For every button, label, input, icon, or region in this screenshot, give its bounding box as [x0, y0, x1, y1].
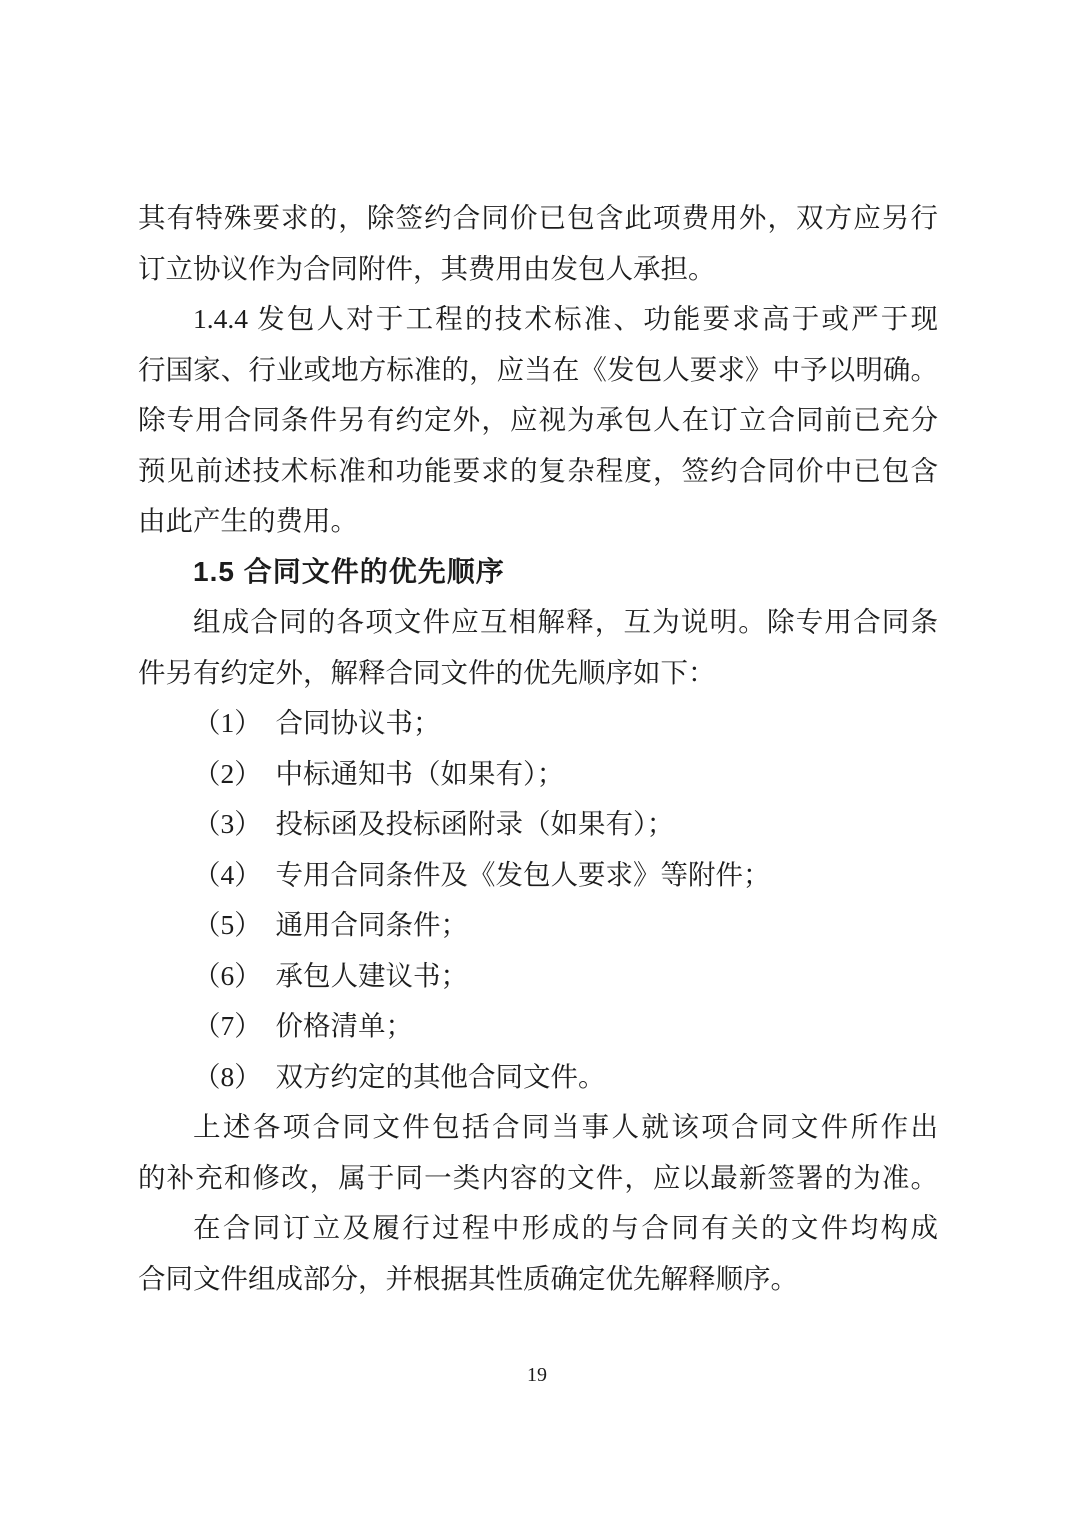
- priority-list-item-3: （3） 投标函及投标函附录（如果有）；: [193, 808, 675, 839]
- priority-list-item-5: （5） 通用合同条件；: [193, 909, 468, 940]
- document-body: [138, 193, 938, 1304]
- priority-list-item-7: （7） 价格清单；: [193, 1010, 413, 1041]
- paragraph-line: 订立协议作为合同附件，其费用由发包人承担。: [138, 252, 716, 284]
- paragraph-line: 除专用合同条件另有约定外，应视为承包人在订立合同前已充分: [138, 404, 938, 435]
- priority-list-item-4: （4） 专用合同条件及《发包人要求》等附件；: [193, 858, 771, 890]
- paragraph-line: 上述各项合同文件包括合同当事人就该项合同文件所作出: [193, 1111, 938, 1142]
- priority-list-item-6: （6） 承包人建议书；: [193, 959, 468, 991]
- priority-list-item-1: （1） 合同协议书；: [193, 707, 441, 738]
- paragraph-line: 行国家、行业或地方标准的，应当在《发包人要求》中予以明确。: [138, 353, 938, 385]
- clause-1-4-4-line: 1.4.4 发包人对于工程的技术标准、功能要求高于或严于现: [193, 303, 938, 334]
- paragraph-line: 的补充和修改，属于同一类内容的文件，应以最新签署的为准。: [138, 1161, 938, 1193]
- paragraph-line: 件另有约定外，解释合同文件的优先顺序如下：: [138, 656, 716, 688]
- paragraph-line: 在合同订立及履行过程中形成的与合同有关的文件均构成: [193, 1212, 938, 1243]
- priority-list-item-2: （2） 中标通知书（如果有）；: [193, 757, 565, 789]
- paragraph-line: 预见前述技术标准和功能要求的复杂程度，签约合同价中已包含: [138, 454, 938, 486]
- priority-list-item-8: （8） 双方约定的其他合同文件。: [193, 1060, 606, 1092]
- page-number: 19: [527, 1364, 547, 1386]
- clause-1-5-heading: 1.5 合同文件的优先顺序: [193, 555, 505, 587]
- paragraph-line: 组成合同的各项文件应互相解释，互为说明。除专用合同条: [193, 606, 938, 637]
- paragraph-line: 其有特殊要求的，除签约合同价已包含此项费用外，双方应另行: [138, 202, 938, 233]
- paragraph-line: 合同文件组成部分，并根据其性质确定优先解释顺序。: [138, 1262, 798, 1294]
- paragraph-line: 由此产生的费用。: [138, 505, 358, 536]
